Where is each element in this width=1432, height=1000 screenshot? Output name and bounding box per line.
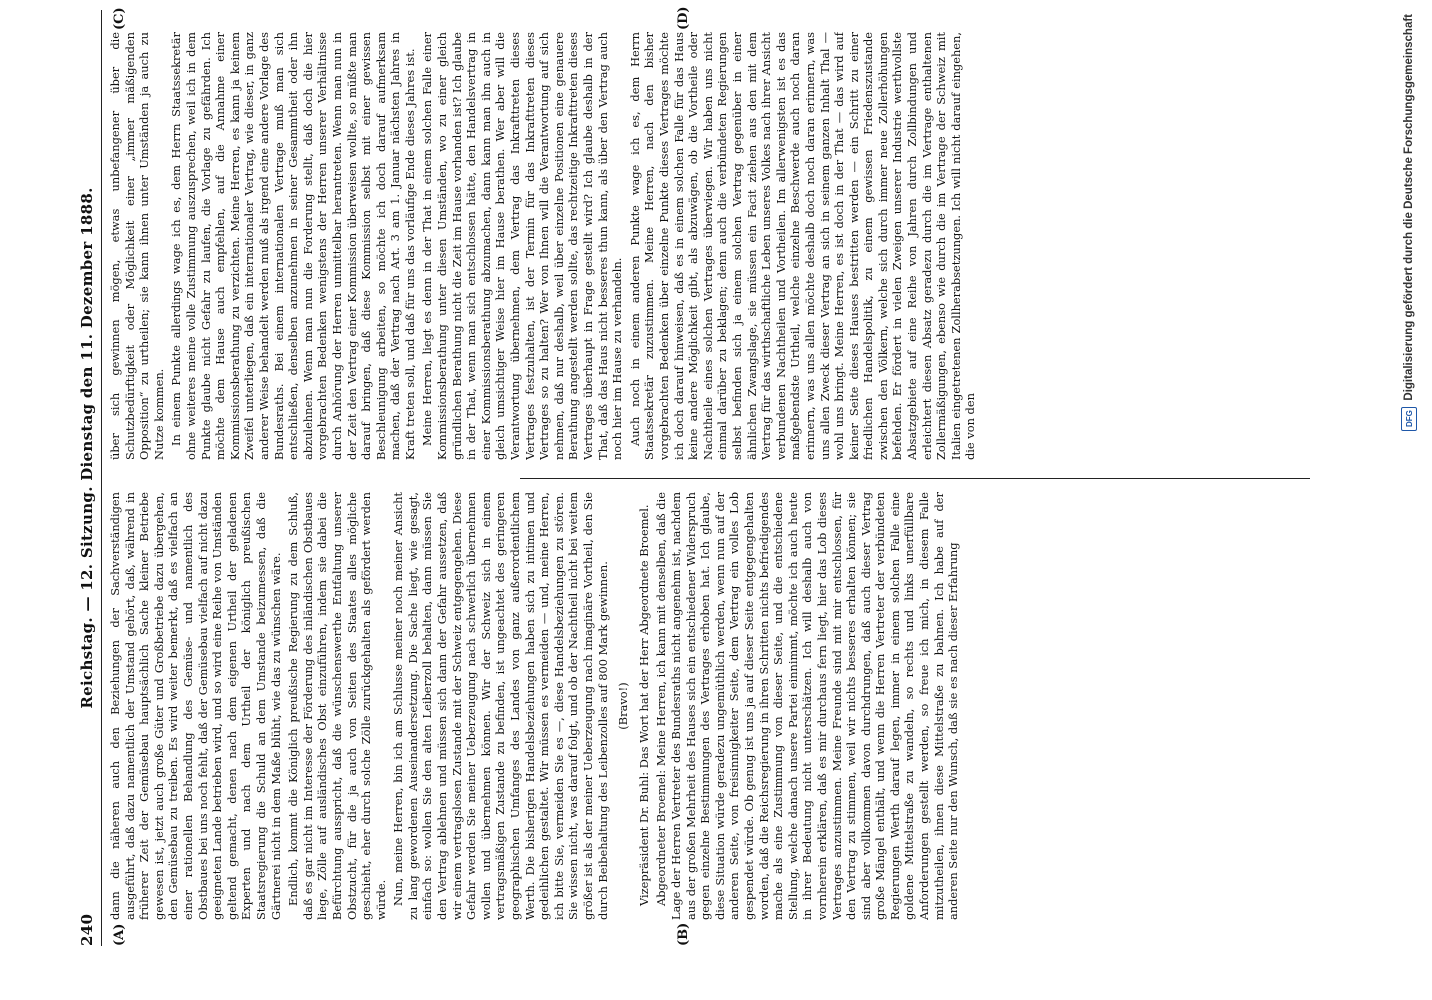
paragraph: Nun, meine Herren, bin ich am Schlusse meiner noch meiner Ansicht zu lang gewordenen Auseinandersetzung. Die Sache liegt, wie gesagt, einfach so: wollen Sie den alten Leiberzoll behalten, dann müssen Sie den Vertrag ablehnen und müssen sich dann der Gefahr aussetzen, daß wir einem vertragslosen Zustande mit der Schweiz entgegengehen. Diese Gefahr werden Sie meiner Ueberzeugung nach schwerlich übernehmen wollen und übernehmen können. Wir der Schweiz sich in einem vertragsmäßigen Zustande zu befinden, ist ungeachtet des geringeren geographischen Umfanges des Landes von ganz außerordentlichem Werth. Die bisherigen Handelsbeziehungen haben sich zu intimen und gedeihlichen gestaltet. Wir müssen es vermeiden — und, meine Herren, ich bitte Sie, vermeiden Sie es —, diese Handelsbeziehungen zu stören. Sie wissen nicht, was darauf folgt, und ob der Nachtheil nicht bei weitem größer ist als der meiner Ueberzeugung nach imaginäre Vortheil, den Sie durch Beibehaltung des Leibenzolles auf 800 Mark gewinnen. [391,492,610,920]
digitization-footer [1392,0,1426,1000]
paragraph: über sich gewinnen mögen, etwas unbefangener über die Schutzbedürftigkeit oder Möglichkeit einer „immer mäßigenden Opposition“ zu urtheilen; sie kann ihnen unter Umständen ja auch zu Nutze kommen. [108,32,166,460]
paragraph: Meine Herren, liegt es denn in der That in einem solchen Falle einer Kommissionsberathung unter diesen Umständen, wo zu einer gleich gründlichen Berathung nicht die Zeit im Hause vorhanden ist? Ich glaube in der That, wenn man sich entschlossen hätte, den Handelsvertrag in einer Kommissionsberathung abzumachen, dann kann man ihn auch in gleich umsichtiger Weise hier im Hause berathen. Wer aber will die Verantwortung übernehmen, dem Vertrag das Inkrafttreten dieses Vertrages festzuhalten, ist der Termin für das Inkrafttreten dieses Vertrages so zu halten? Wer von Ihnen will die Verantwortung auf sich nehmen, daß nur deshalb, weil über einzelne Positionen eine genauere Berathung angestellt werden sollte, das rechtzeitige Inkrafttreten dieses Vertrages überhaupt in Frage gestellt wird? Ich glaube deshalb in der That, daß das Haus nicht besseres thun kann, als über den Vertrag auch noch hier im Hause zu verhandeln. [420,32,625,460]
page-title: Reichstag. — 12. Sitzung. Dienstag den 11. Dezember 1888. [78,187,96,709]
dfg-logo-icon: DFG [1401,407,1417,431]
paragraph: Vizepräsident Dr. Buhl: Das Wort hat der Herr Abgeordnete Broemel. [636,504,651,906]
page-number: 240 [78,913,96,946]
margin-letter-a: (A) [112,923,127,946]
paragraph: In einem Punkte allerdings wage ich es, dem Herrn Staatssekretär ohne weiteres meine volle Zustimmung auszusprechen, weil ich in dem Punkte glaube nicht Gefahr zu laufen, die Vorlage zu gefährden. Ich möchte dem Hause auch empfehlen, auf die Annahme einer Kommissionsberathung zu verzichten. Meine Herren, es kann ja keinem Zweifel unterliegen, daß ein internationaler Vertrag, wie dieser, in ganz anderer Weise behandelt werden muß als irgend eine andere Vorlage des Bundesraths. Bei einem internationalen Vertrage muß man sich entschließen, denselben anzunehmen in seiner Gesammtheit oder ihn abzulehnen. Wenn man nun die Forderung stellt, daß doch die hier vorgebrachten Bedenken wenigstens der Herren unserer Verhältnisse durch Anhörung der Herren unmittelbar herantreten. Wenn man nun in der Zeit den Vertrag einer Kommission überweisen wollte, so müßte man darauf bringen, daß diese Kommission selbst mit einer gewissen Beschleunigung arbeiten, so möchte ich doch darauf aufmerksam machen, daß der Vertrag nach Art. 3 am 1. Januar nächsten Jahres in Kraft treten soll, und daß für uns das vorläufige Ende dieses Jahres ist. [169,32,417,460]
paragraph: Endlich, kommt die Königlich preußische Regierung zu dem Schluß, daß es gar nicht im Interesse der Förderung des inländischen Obstbaues liege, Zölle auf ausländisches Obst einzuführen, indem sie dabei die Befürchtung ausspricht, daß die wünschenswerthe Entfaltung unserer Obstzucht, für die ja auch von Seiten des Staates alles mögliche geschieht, eher durch solche Zölle zurückgehalten als gefördert werden würde. [286,492,388,920]
paragraph: Abgeordneter Broemel: Meine Herren, ich kann mit denselben, daß die Lage der Herren Vertreter des Bundesraths nicht angenehm ist, nachdem aus der großen Mehrheit des Hauses sich ein entschiedener Widerspruch gegen einzelne Bestimmungen des Vertrages erhoben hat. Ich glaube, diese Situation würde geradezu ungemüthlich werden, wenn nun auf der anderen Seite, von freisinnigkeiter Seite, dem Vertrag ein volles Lob gespendet würde. Ob genug ist uns ja auf dieser Seite entgegengehalten worden, daß die Reichsregierung in ihren Schritten nichts befriedigendes mache als eine Zustimmung von dieser Seite, und die entschiedene Stellung, welche danach unsere Partei einnimmt, möchte ich auch heute in ihrer Bedeutung nicht unterschätzen. Ich will deshalb auch von vornherein erklären, daß es mir durchaus fern liegt, hier das Lob dieses Vertrages anzustimmen. Meine Freunde sind mit mir entschlossen, für den Vertrag zu stimmen, weil wir nichts besseres erhalten können; sie sind aber vollkommen davon durchdrungen, daß auch dieser Vertrag große Mängel enthält, und wenn die Herren Vertreter der verbündeten Regierungen Werth darauf legen, immer in einem solchen Falle eine goldene Mittelstraße zu wandeln, so rechts und links unerfüllbare Anforderungen gestellt werden, so freue ich mich, in diesem Falle mitzutheilen, ihnen diese Mittelstraße zu bahnen. Ich habe auf der anderen Seite nur den Wunsch, daß sie es nach dieser Erfahrung [654,492,961,920]
margin-letter-c: (C) [112,7,127,30]
paragraph: dann die näheren auch den Beziehungen der Sachverständigen ausgeführt, daß dazu namentlich der Umstand gehört, daß, während in früherer Zeit der Gemüsebau hauptsächlich Sache kleiner Betriebe gewesen ist, jetzt auch große Güter und Großbetriebe dazu übergehen, den Gemüsebau zu treiben. Es wird weiter bemerkt, daß es vielfach an einer rationellen Behandlung des Gemüse- und namentlich des Obstbaues bei uns noch fehlt, daß der Gemüsebau vielfach auf nicht dazu geeigneten Lande betrieben wird, und so wird eine Reihe von Umständen geltend gemacht, denen nach dem eigenen Urtheil der geladenen Experten und nach dem Urtheil der königlich preußischen Staatsregierung die Schuld an dem Umstande beizumessen, daß die Gärtnerei nicht in dem Maße blüht, wie das zu wünschen wäre. [108,492,283,920]
right-column [108,32,1308,460]
margin-letter-b: (B) [676,922,691,946]
paragraph: Auch noch in einem anderen Punkte wage ich es, dem Herrn Staatssekretär zuzustimmen. Meine Herren, nach den bisher vorgebrachten Bedenken über einzelne Punkte dieses Vertrages möchte ich doch darauf hinweisen, daß es in einem solchen Falle für das Haus keine andere Möglichkeit gibt, als abzuwägen, ob die Vortheile oder Nachtheile eines solchen Vertrages überwiegen. Wir haben uns nicht einmal darüber zu beklagen; denn auch die verbündeten Regierungen selbst befinden sich ja einem solchen Vertrag gegenüber in einer ähnlichen Zwangslage, sie müssen ein Facit ziehen aus den mit dem Vertrag für das wirthschaftliche Leben unseres Volkes nach ihrer Ansicht verbundenen Nachtheilen und Vortheilen. Im allerwenigsten ist es das maßgebendste Urtheil, welche einzelne Beschwerde auch noch daran erinnern, was uns allen möchte deshalb doch noch daran erinnern, was uns allen Zweck dieser Vertrag an sich in seinem ganzen Inhalt Thal — wohl uns bringt. Meine Herren, es ist doch in der That — das wird auf keiner Seite dieses Hauses bestritten werden — ein Schritt zu einer friedlichen Handelspolitik, zu einem gewissen Friedenszustande zwischen den Völkern, welche sich durch immer neue Zollerhöhungen befehden. Er fördert in vielen Zweigen unserer Industrie werthvollste Absatzgebiete auf eine Reihe von Jahren durch Zollbindungen und erleichtert diesen Absatz geradezu durch die im Vertrage enthaltenen Zollermäßigungen, ebenso wie durch die im Vertrage der Schweiz mit Italien eingetretenen Zollherabsetzungen. Ich will nicht darauf eingehen, die von den [627,32,978,460]
page-header [74,10,100,946]
column-separator [520,478,1310,479]
header-rule [101,10,102,946]
margin-letter-d: (D) [676,6,691,30]
applause-note: (Bravo!) [616,682,631,730]
left-column [108,492,1308,920]
footer-text: Digitalisierung gefördert durch die Deutsche Forschungsgemeinschaft [1403,14,1415,401]
